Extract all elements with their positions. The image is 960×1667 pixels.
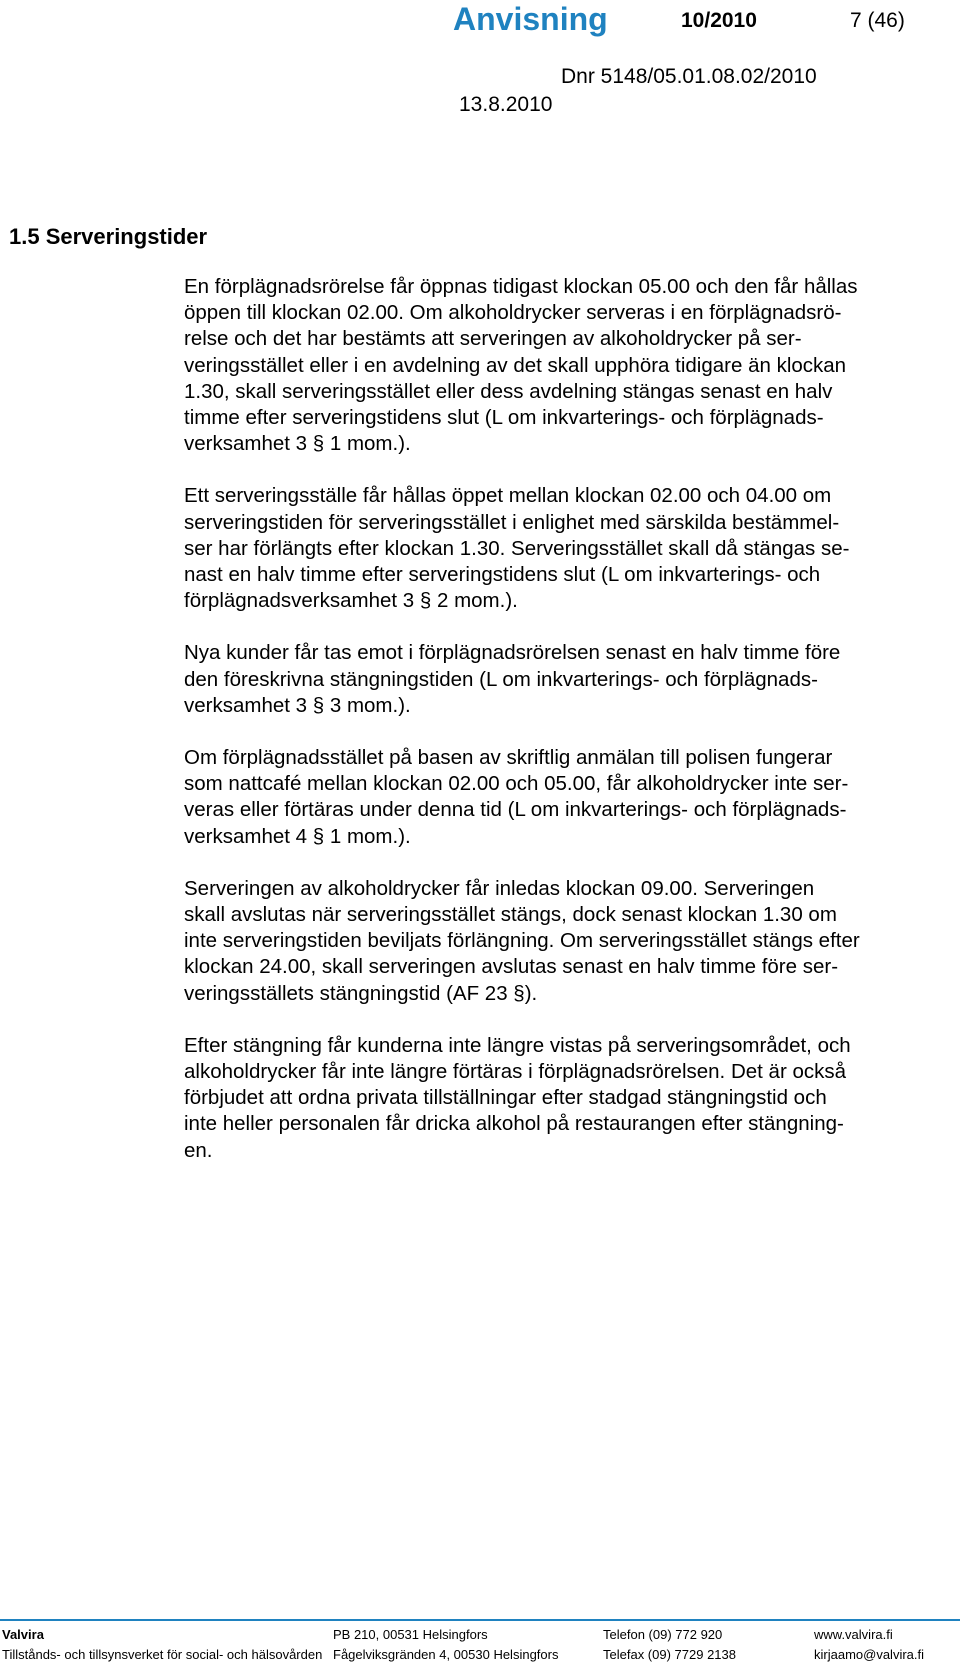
text-line: verksamhet 4 § 1 mom.). xyxy=(184,824,411,848)
text-line: verksamhet 3 § 1 mom.). xyxy=(184,432,411,456)
text-line: klockan 24.00, skall serveringen avslutas senast en halv timme före ser- xyxy=(184,955,839,979)
text-line: 1.30, skall serveringsstället eller dess avdelning stängas senast en halv xyxy=(184,379,833,403)
text-line: förplägnadsverksamhet 3 § 2 mom.). xyxy=(184,589,518,613)
text-line: relse och det har bestämts att serveringen av alkoholdrycker på ser- xyxy=(184,327,802,351)
text-line: ser har förlängts efter klockan 1.30. Serveringsstället skall då stängas se- xyxy=(184,536,850,560)
footer-website-link[interactable]: www.valvira.fi xyxy=(814,1627,893,1642)
footer-fax: Telefax (09) 7729 2138 xyxy=(603,1647,736,1662)
footer-org-full-name: Tillstånds- och tillsynsverket för social- och hälsovården xyxy=(2,1647,323,1662)
text-line: en. xyxy=(184,1138,213,1162)
text-line: nast en halv timme efter serveringstidens slut (L om inkvarterings- och xyxy=(184,563,821,587)
footer-contact-web xyxy=(814,1625,924,1665)
footer-contact-phone xyxy=(603,1625,736,1665)
footer-divider xyxy=(0,1619,960,1621)
text-line: verksamhet 3 § 3 mom.). xyxy=(184,693,411,717)
text-line: inte serveringstiden beviljats förlängning. Om serveringsstället stängs efter xyxy=(184,929,860,953)
text-line: Ett serveringsställe får hållas öppet mellan klockan 02.00 och 04.00 om xyxy=(184,484,832,508)
paragraph xyxy=(184,483,954,614)
text-line: serveringstiden för serveringsstället i enlighet med särskilda bestämmel- xyxy=(184,510,840,534)
page-number: 7 (46) xyxy=(850,9,905,32)
paragraph xyxy=(184,876,954,1007)
footer-phone: Telefon (09) 772 920 xyxy=(603,1627,723,1642)
paragraph xyxy=(184,745,954,850)
text-line: Nya kunder får tas emot i förplägnadsrörelsen senast en halv timme före xyxy=(184,641,841,665)
registry-number: Dnr 5148/05.01.08.02/2010 xyxy=(561,65,817,88)
text-line: Efter stängning får kunderna inte längre vistas på serveringsområdet, och xyxy=(184,1033,851,1057)
text-line: skall avslutas när serveringsstället stängs, dock senast klockan 1.30 om xyxy=(184,903,837,927)
document-date: 13.8.2010 xyxy=(459,93,553,116)
text-line: veringsstället eller i en avdelning av det skall upphöra tidigare än klockan xyxy=(184,353,847,377)
text-line: Om förplägnadsstället på basen av skriftlig anmälan till polisen fungerar xyxy=(184,746,833,770)
paragraph xyxy=(184,274,954,457)
footer-postal-address: PB 210, 00531 Helsingfors xyxy=(333,1627,488,1642)
text-line: som nattcafé mellan klockan 02.00 och 05.00, får alkoholdrycker inte ser- xyxy=(184,772,849,796)
section-body xyxy=(184,274,954,1190)
document-number: 10/2010 xyxy=(681,9,757,32)
footer-email-link[interactable]: kirjaamo@valvira.fi xyxy=(814,1647,924,1662)
paragraph xyxy=(184,640,954,719)
section-heading: 1.5 Serveringstider xyxy=(9,224,208,249)
text-line: alkoholdrycker får inte längre förtäras i förplägnadsrörelsen. Det är också xyxy=(184,1060,847,1084)
text-line: timme efter serveringstidens slut (L om inkvarterings- och förplägnads- xyxy=(184,406,824,430)
text-line: En förplägnadsrörelse får öppnas tidigast klockan 05.00 och den får hållas xyxy=(184,275,858,298)
text-line: den föreskrivna stängningstiden (L om inkvarterings- och förplägnads- xyxy=(184,667,818,691)
text-line: öppen till klockan 02.00. Om alkoholdrycker serveras i en förplägnadsrö- xyxy=(184,301,842,325)
footer-street-address: Fågelviksgränden 4, 00530 Helsingfors xyxy=(333,1647,559,1662)
footer-address xyxy=(333,1625,558,1665)
document-type-title: Anvisning xyxy=(453,1,608,37)
text-line: veras eller förtäras under denna tid (L om inkvarterings- och förplägnads- xyxy=(184,798,847,822)
footer-org-name: Valvira xyxy=(2,1627,44,1642)
footer-organization xyxy=(2,1625,322,1665)
text-line: inte heller personalen får dricka alkohol på restaurangen efter stängning- xyxy=(184,1112,844,1136)
text-line: Serveringen av alkoholdrycker får inledas klockan 09.00. Serveringen xyxy=(184,876,815,900)
text-line: veringsställets stängningstid (AF 23 §). xyxy=(184,981,538,1005)
paragraph xyxy=(184,1033,954,1164)
text-line: förbjudet att ordna privata tillställningar efter stadgad stängningstid och xyxy=(184,1086,827,1110)
